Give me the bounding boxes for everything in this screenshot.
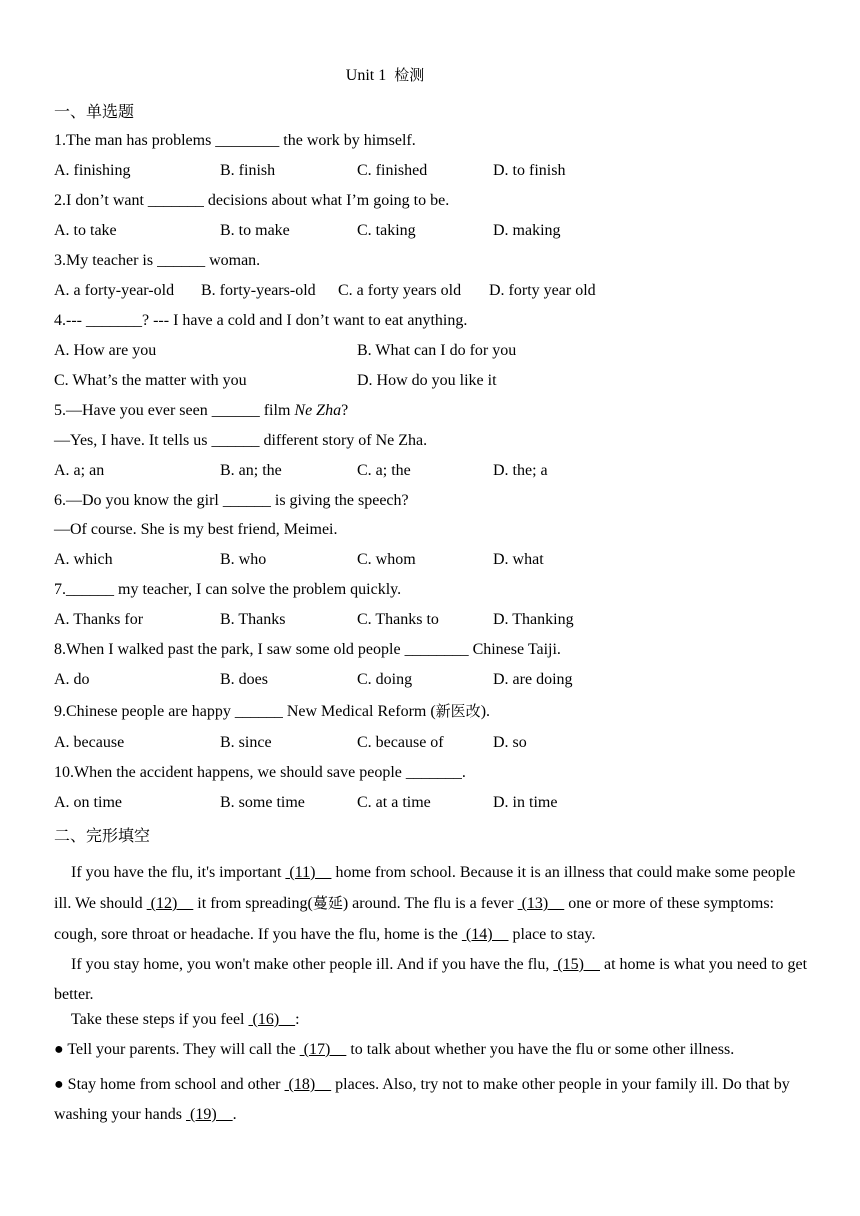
cloze-blank-11: (11) (285, 864, 332, 881)
question-2-stem: 2.I don’t want _______ decisions about what I’m going to be. (54, 192, 450, 209)
option-c: C. Thanks to (357, 611, 439, 628)
option-d: D. the; a (493, 462, 548, 479)
question-6-stem: 6.—Do you know the girl ______ is giving the speech? (54, 492, 409, 509)
question-5-stem: 5.—Have you ever seen ______ film Ne Zha? (54, 402, 349, 419)
question-4-stem: 4.--- _______? --- I have a cold and I don’t want to eat anything. (54, 312, 468, 329)
option-d: D. How do you like it (357, 372, 497, 389)
question-1-stem: 1.The man has problems ________ the work by himself. (54, 132, 416, 149)
cloze-bullet-1: ● Tell your parents. They will call the (17) to talk about whether you have the flu or some other illness. (54, 1041, 735, 1058)
option-d: D. are doing (493, 671, 573, 688)
option-c: C. What’s the matter with you (54, 372, 247, 389)
option-c: C. because of (357, 734, 444, 751)
cloze-paragraph-3: Take these steps if you feel (16) : (71, 1011, 300, 1028)
option-b: B. since (220, 734, 272, 751)
question-3-stem: 3.My teacher is ______ woman. (54, 252, 261, 269)
question-8-stem: 8.When I walked past the park, I saw some old people ________ Chinese Taiji. (54, 641, 561, 658)
cloze-blank-14: (14) (461, 926, 509, 943)
option-a: A. to take (54, 222, 117, 239)
option-a: A. which (54, 551, 113, 568)
option-a: A. on time (54, 794, 122, 811)
cloze-blank-12: (12) (146, 895, 194, 912)
option-b: B. who (220, 551, 267, 568)
option-b: B. forty-years-old (201, 282, 316, 299)
option-a: A. finishing (54, 162, 131, 179)
option-b: B. an; the (220, 462, 282, 479)
option-a: A. do (54, 671, 90, 688)
option-d: D. Thanking (493, 611, 574, 628)
cloze-blank-19: (19) (185, 1106, 233, 1123)
option-a: A. a forty-year-old (54, 282, 175, 299)
section-heading-cloze: 二、完形填空 (54, 826, 151, 845)
cloze-blank-17: (17) (299, 1041, 347, 1058)
option-b: B. Thanks (220, 611, 286, 628)
option-c: C. taking (357, 222, 416, 239)
cloze-blank-13: (13) (517, 895, 565, 912)
option-d: D. so (493, 734, 527, 751)
cloze-bullet-2: ● Stay home from school and other (18) places. Also, try not to make other people in your family ill. Do that by washing your hands (19) . (54, 1076, 790, 1123)
question-9-stem: 9.Chinese people are happy ______ New Medical Reform (新医改). (54, 702, 491, 720)
option-b: B. to make (220, 222, 290, 239)
cloze-paragraph-1: If you have the flu, it's important (11) home from school. Because it is an illness that could make some people ill. We should (12) it from spreading(蔓延) around. The flu is a fever (13) one or more of these symptoms: cough, sore throat or headache. If you have the flu, home is the (14) place to stay. (54, 864, 796, 943)
option-a: A. How are you (54, 342, 157, 359)
page-title: Unit 1 检测 (345, 66, 425, 84)
question-5-stem-reply: —Yes, I have. It tells us ______ different story of Ne Zha. (54, 432, 428, 449)
option-d: D. forty year old (489, 282, 596, 299)
option-d: D. making (493, 222, 561, 239)
option-c: C. whom (357, 551, 416, 568)
cloze-blank-18: (18) (284, 1076, 332, 1093)
option-c: C. a forty years old (338, 282, 462, 299)
option-c: C. at a time (357, 794, 431, 811)
cloze-blank-16: (16) (248, 1011, 296, 1028)
cloze-blank-15: (15) (553, 956, 600, 973)
option-b: B. finish (220, 162, 276, 179)
option-c: C. finished (357, 162, 428, 179)
option-d: D. to finish (493, 162, 566, 179)
section-heading-single-choice: 一、单选题 (54, 102, 135, 121)
option-b: B. does (220, 671, 268, 688)
question-6-stem-reply: —Of course. She is my best friend, Meimei. (54, 521, 338, 538)
option-c: C. doing (357, 671, 413, 688)
option-d: D. what (493, 551, 544, 568)
question-10-stem: 10.When the accident happens, we should save people _______. (54, 764, 466, 781)
option-d: D. in time (493, 794, 558, 811)
cloze-paragraph-2: If you stay home, you won't make other people ill. And if you have the flu, (15) at home is what you need to get better. (54, 956, 808, 1003)
question-7-stem: 7.______ my teacher, I can solve the problem quickly. (54, 581, 402, 598)
option-c: C. a; the (357, 462, 411, 479)
option-a: A. because (54, 734, 125, 751)
option-a: A. a; an (54, 462, 105, 479)
option-a: A. Thanks for (54, 611, 144, 628)
option-b: B. What can I do for you (357, 342, 517, 359)
option-b: B. some time (220, 794, 305, 811)
